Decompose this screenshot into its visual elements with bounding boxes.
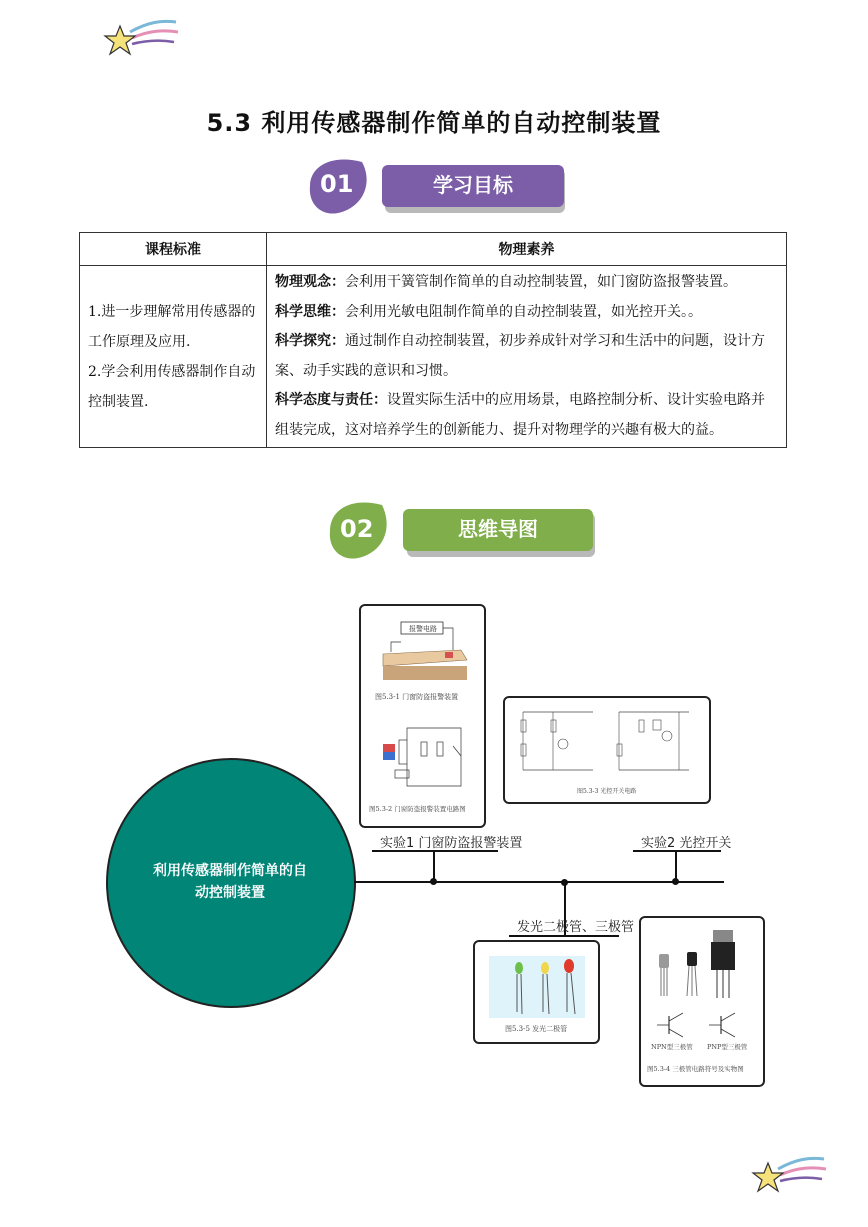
door-alarm-circuit [361,716,484,806]
mindmap-center-label: 利用传感器制作简单的自动控制装置 [153,863,307,901]
literacy-item [275,298,778,328]
npn-symbol [653,1010,693,1040]
star-decoration-top [100,18,180,64]
led-photo-drawing [489,956,585,1018]
figure-card-door-alarm [359,604,486,828]
figure-card-light-switch [503,696,711,804]
literacy-cell [267,266,787,448]
course-standard-cell [80,266,267,448]
literacy-item [275,386,778,445]
branch-label-light-switch: 实验2 光控开关 [641,836,732,851]
learning-goals-table [79,232,787,448]
mindmap-main-line [354,881,724,883]
literacy-key: 科学探究： [275,333,345,349]
branch3-underline [509,935,619,937]
section-number-02: 02 [340,515,374,543]
literacy-key: 科学思维： [275,303,345,320]
literacy-text: 会利用干簧管制作简单的自动控制装置，如门窗防盗报警装置。 [345,274,737,290]
light-switch-circuit-b [609,706,699,776]
table-header-standard: 课程标准 [80,233,267,266]
figure-caption-door-alarm-circuit: 图5.3-2 门窗防盗报警装置电路图 [369,805,466,813]
literacy-text: 通过制作自动控制装置，初步养成针对学习和生活中的问题，设计方案、动手实践的意识和习惯。 [275,333,765,379]
branch-label-door-alarm: 实验1 门窗防盗报警装置 [380,836,523,851]
pnp-symbol [705,1010,745,1040]
page-title: 5.3 利用传感器制作简单的自动控制装置 [206,109,662,137]
light-switch-circuit-a [513,706,603,776]
standard-line-1: 1.进一步理解常用传感器的工作原理及应用. [88,303,256,350]
figure-card-transistor [639,916,765,1087]
npn-label: NPN型三极管 [651,1043,693,1051]
section-heading-mind-map: 思维导图 [403,509,593,551]
branch2-node-dot [672,878,679,885]
branch-label-led-transistor: 发光二极管、三极管 [517,920,635,935]
standard-line-2: 2.学会利用传感器制作自动控制装置. [88,363,256,410]
literacy-key: 物理观念： [275,274,345,290]
figure-caption-light-switch: 图5.3-3 光控开关电路 [577,788,637,795]
figure-caption-led: 图5.3-5 发光二极管 [505,1025,568,1033]
transistor-photo [641,924,763,1004]
literacy-text: 设置实际生活中的应用场景，电路控制分析、设计实验电路并组装完成，这对培养学生的创新能力、提升对物理学的兴趣有极大的益。 [275,392,765,438]
figure-card-led [473,940,600,1044]
figure-caption-door-alarm: 图5.3-1 门窗防盗报警装置 [375,693,459,701]
star-decoration-bottom [748,1155,828,1201]
literacy-item [275,268,778,298]
figure-caption-transistor: 图5.3-4 三极管电路符号及实物图 [647,1065,744,1073]
literacy-item [275,327,778,386]
branch1-node-dot [430,878,437,885]
section-heading-learning-goals: 学习目标 [382,165,564,207]
literacy-text: 会利用光敏电阻制作简单的自动控制装置，如光控开关。。 [345,303,702,320]
pnp-label: PNP型三极管 [707,1043,748,1051]
branch3-node-dot [561,879,568,886]
table-header-literacy: 物理素养 [267,233,787,266]
alarm-circuit-label: 报警电路 [409,625,437,633]
section-number-01: 01 [320,170,354,198]
literacy-key: 科学态度与责任： [275,392,387,408]
